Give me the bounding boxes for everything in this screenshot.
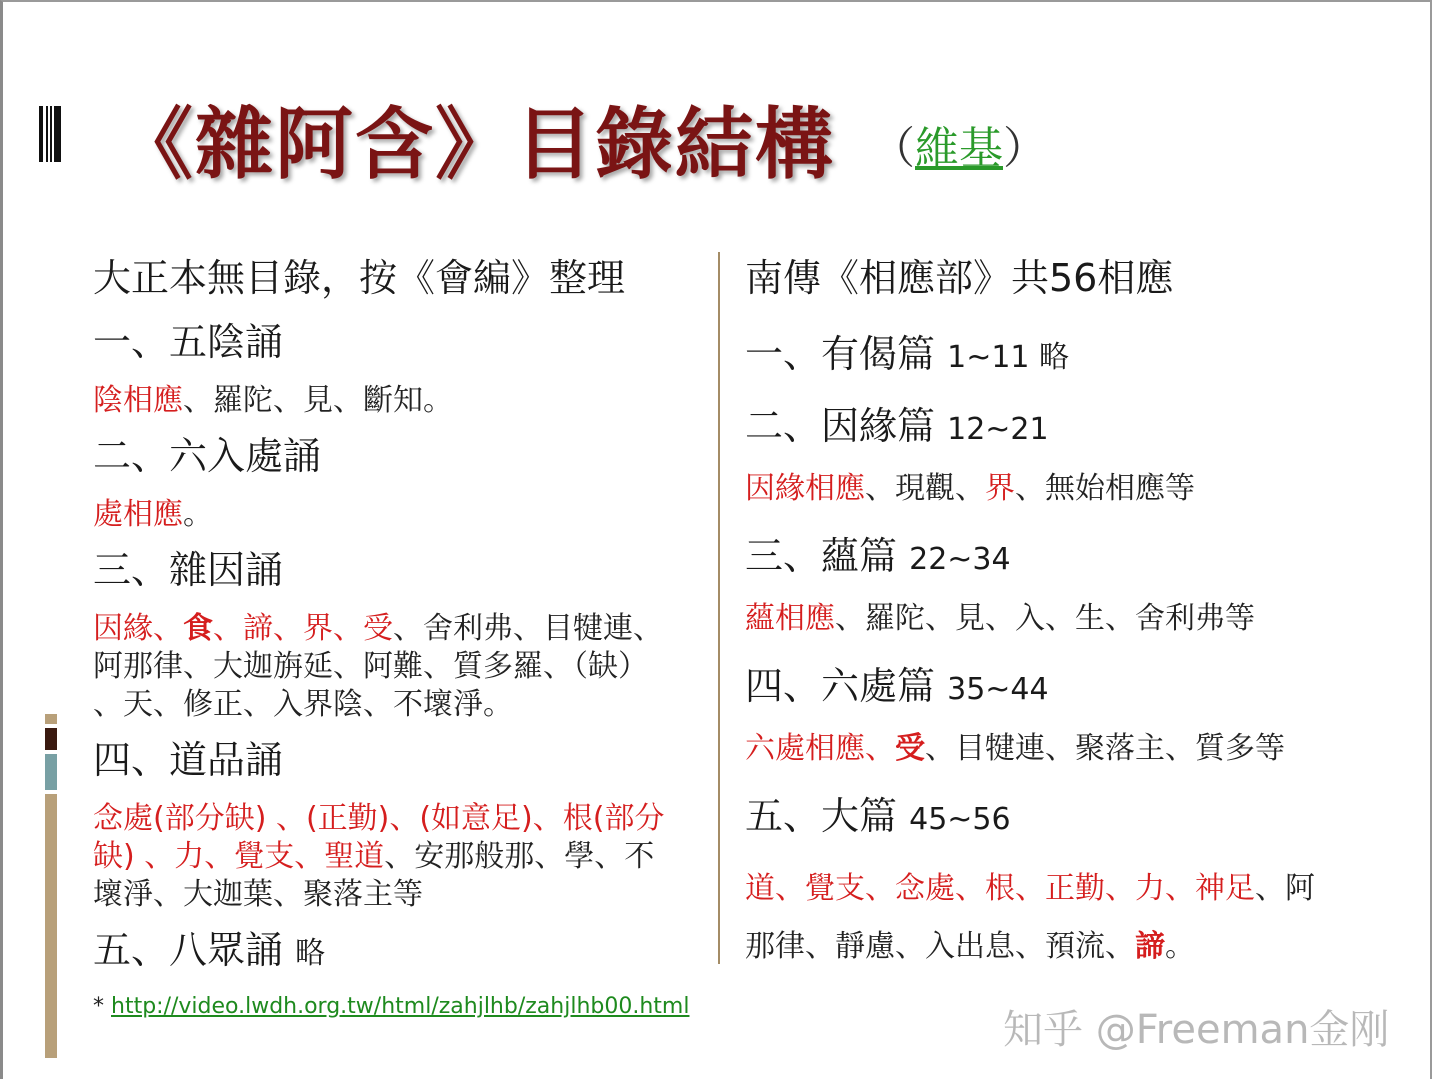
left-s1-body: 陰相應、羅陀、見、斷知。	[93, 383, 453, 418]
left-s2-body: 處相應。	[93, 497, 213, 532]
right-intro: 南傳《相應部》共56相應	[745, 256, 1174, 300]
right-s1-heading: 一、有偈篇 1~11 略	[745, 332, 1070, 376]
title-decoration	[39, 106, 65, 162]
left-s1-heading: 一、五陰誦	[93, 320, 284, 364]
wiki-link[interactable]: 維基	[915, 123, 1003, 174]
left-s2-heading: 二、六入處誦	[93, 434, 322, 478]
right-s2-body: 因緣相應、現觀、界、無始相應等	[745, 471, 1195, 506]
left-intro: 大正本無目錄，按《會編》整理	[93, 256, 626, 300]
left-s4-body: 念處(部分缺) 、(正勤)、(如意足)、根(部分 缺) 、力、覺支、聖道、安那般那、學、不 壞淨、大迦葉、聚落主等	[93, 801, 665, 912]
left-s3-body: 因緣、食、諦、界、受、舍利弗、目犍連、 阿那律、大迦旃延、阿難、質多羅、（缺） 、天、修正、入界陰、不壞淨。	[93, 611, 663, 722]
right-s2-heading: 二、因緣篇 12~21	[745, 404, 1049, 448]
footnote: * http://video.lwdh.org.tw/html/zahjlhb/zahjlhb00.html	[93, 994, 690, 1019]
title-note-close: ）	[1003, 123, 1047, 174]
right-s4-heading: 四、六處篇 35~44	[745, 664, 1049, 708]
right-s3-heading: 三、蘊篇 22~34	[745, 534, 1011, 578]
title-note	[871, 112, 1047, 176]
page-title: 《雜阿含》目錄結構	[115, 100, 836, 190]
right-s5-heading: 五、大篇 45~56	[745, 794, 1011, 838]
watermark: 知乎 @Freeman金刚	[1003, 1007, 1390, 1053]
left-s4-heading: 四、道品誦	[93, 738, 284, 782]
source-url-link[interactable]: http://video.lwdh.org.tw/html/zahjlhb/zahjlhb00.html	[111, 994, 690, 1019]
column-divider	[718, 252, 720, 964]
left-s5-heading: 五、八眾誦 略	[93, 928, 326, 972]
right-s5-body: 道、覺支、念處、根、正勤、力、神足、阿 那律、靜慮、入出息、預流、諦。	[745, 871, 1315, 964]
right-s4-body: 六處相應、受、目犍連、聚落主、質多等	[745, 731, 1285, 766]
right-s3-body: 蘊相應、羅陀、見、入、生、舍利弗等	[745, 601, 1255, 636]
title-note-open: （	[871, 123, 915, 174]
left-s3-heading: 三、雜因誦	[93, 548, 284, 592]
